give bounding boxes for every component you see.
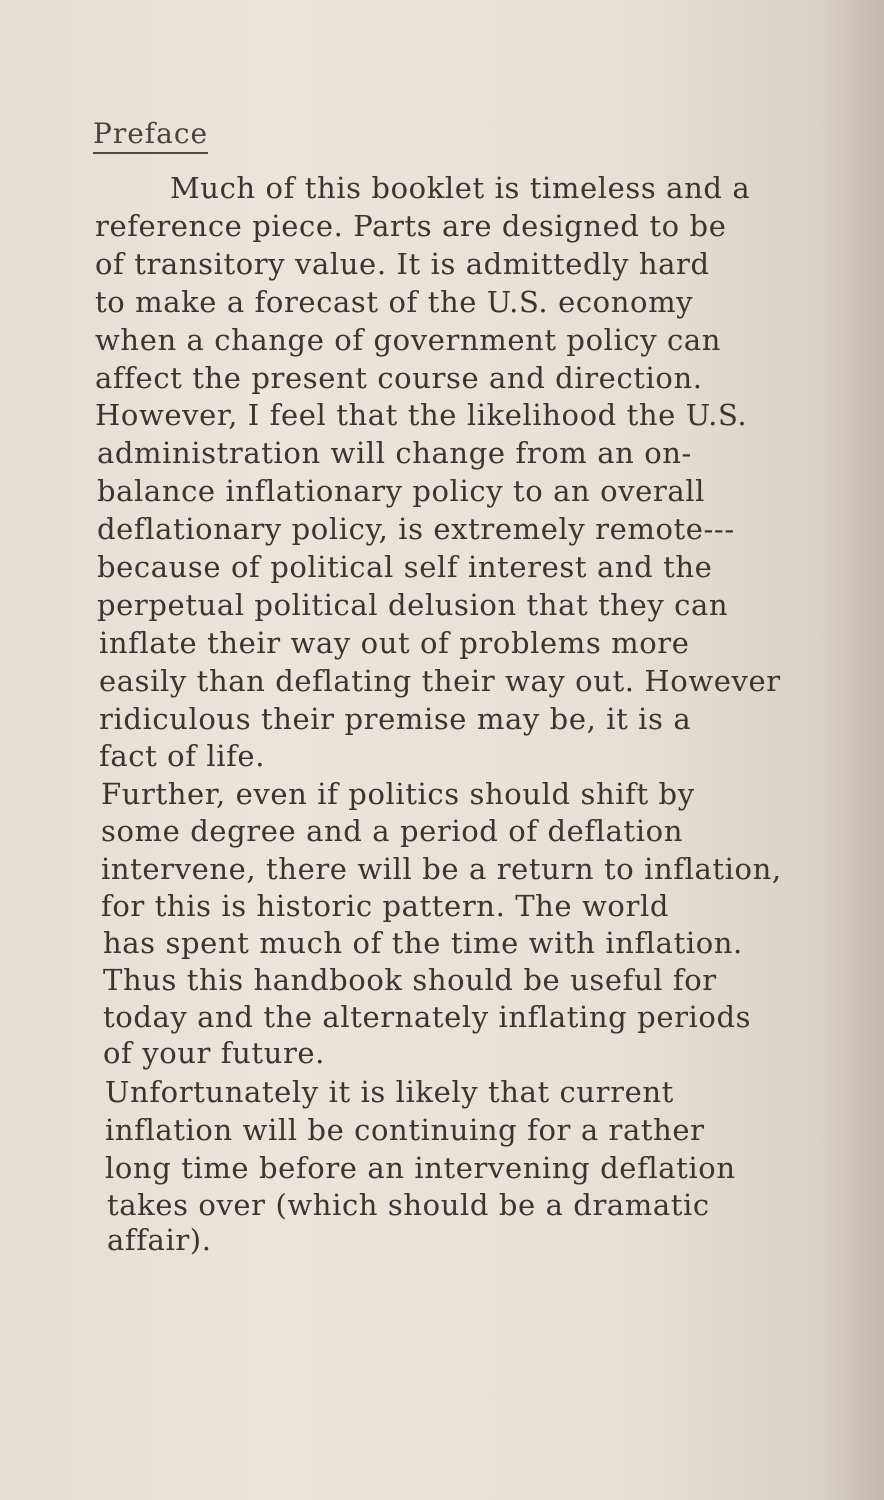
body-line: inflate their way out of problems more: [99, 626, 690, 660]
body-line: to make a forecast of the U.S. economy: [95, 285, 694, 319]
body-line: However, I feel that the likelihood the U.S.: [95, 398, 748, 432]
body-line: balance inflationary policy to an overall: [97, 474, 706, 508]
body-line: of transitory value. It is admittedly hard: [95, 247, 710, 281]
body-line: affect the present course and direction.: [95, 361, 703, 395]
body-line: long time before an intervening deflation: [105, 1151, 736, 1185]
body-line: Further, even if politics should shift by: [101, 777, 695, 811]
body-line: inflation will be continuing for a rather: [105, 1113, 705, 1147]
body-line: has spent much of the time with inflation.: [103, 926, 743, 960]
body-line: perpetual political delusion that they can: [97, 588, 729, 622]
body-line: Much of this booklet is timeless and a: [170, 171, 751, 205]
body-line: fact of life.: [99, 739, 266, 773]
body-line: some degree and a period of deflation: [101, 814, 683, 848]
body-line: when a change of government policy can: [95, 323, 722, 357]
body-line: because of political self interest and the: [97, 550, 713, 584]
body-line: takes over (which should be a dramatic: [107, 1188, 710, 1222]
body-line: affair).: [107, 1223, 212, 1257]
body-line: of your future.: [103, 1036, 325, 1070]
body-line: deflationary policy, is extremely remote---: [97, 512, 735, 546]
body-line: easily than deflating their way out. However: [99, 664, 781, 698]
body-line: Thus this handbook should be useful for: [103, 963, 717, 997]
body-line: reference piece. Parts are designed to be: [95, 209, 727, 243]
body-line: today and the alternately inflating periods: [103, 1000, 752, 1034]
body-line: Unfortunately it is likely that current: [105, 1075, 674, 1109]
body-line: administration will change from an on-: [97, 436, 692, 470]
body-line: for this is historic pattern. The world: [101, 889, 669, 923]
body-line: intervene, there will be a return to inflation,: [101, 852, 782, 886]
body-line: ridiculous their premise may be, it is a: [99, 702, 692, 736]
page-heading: Preface: [93, 117, 208, 154]
